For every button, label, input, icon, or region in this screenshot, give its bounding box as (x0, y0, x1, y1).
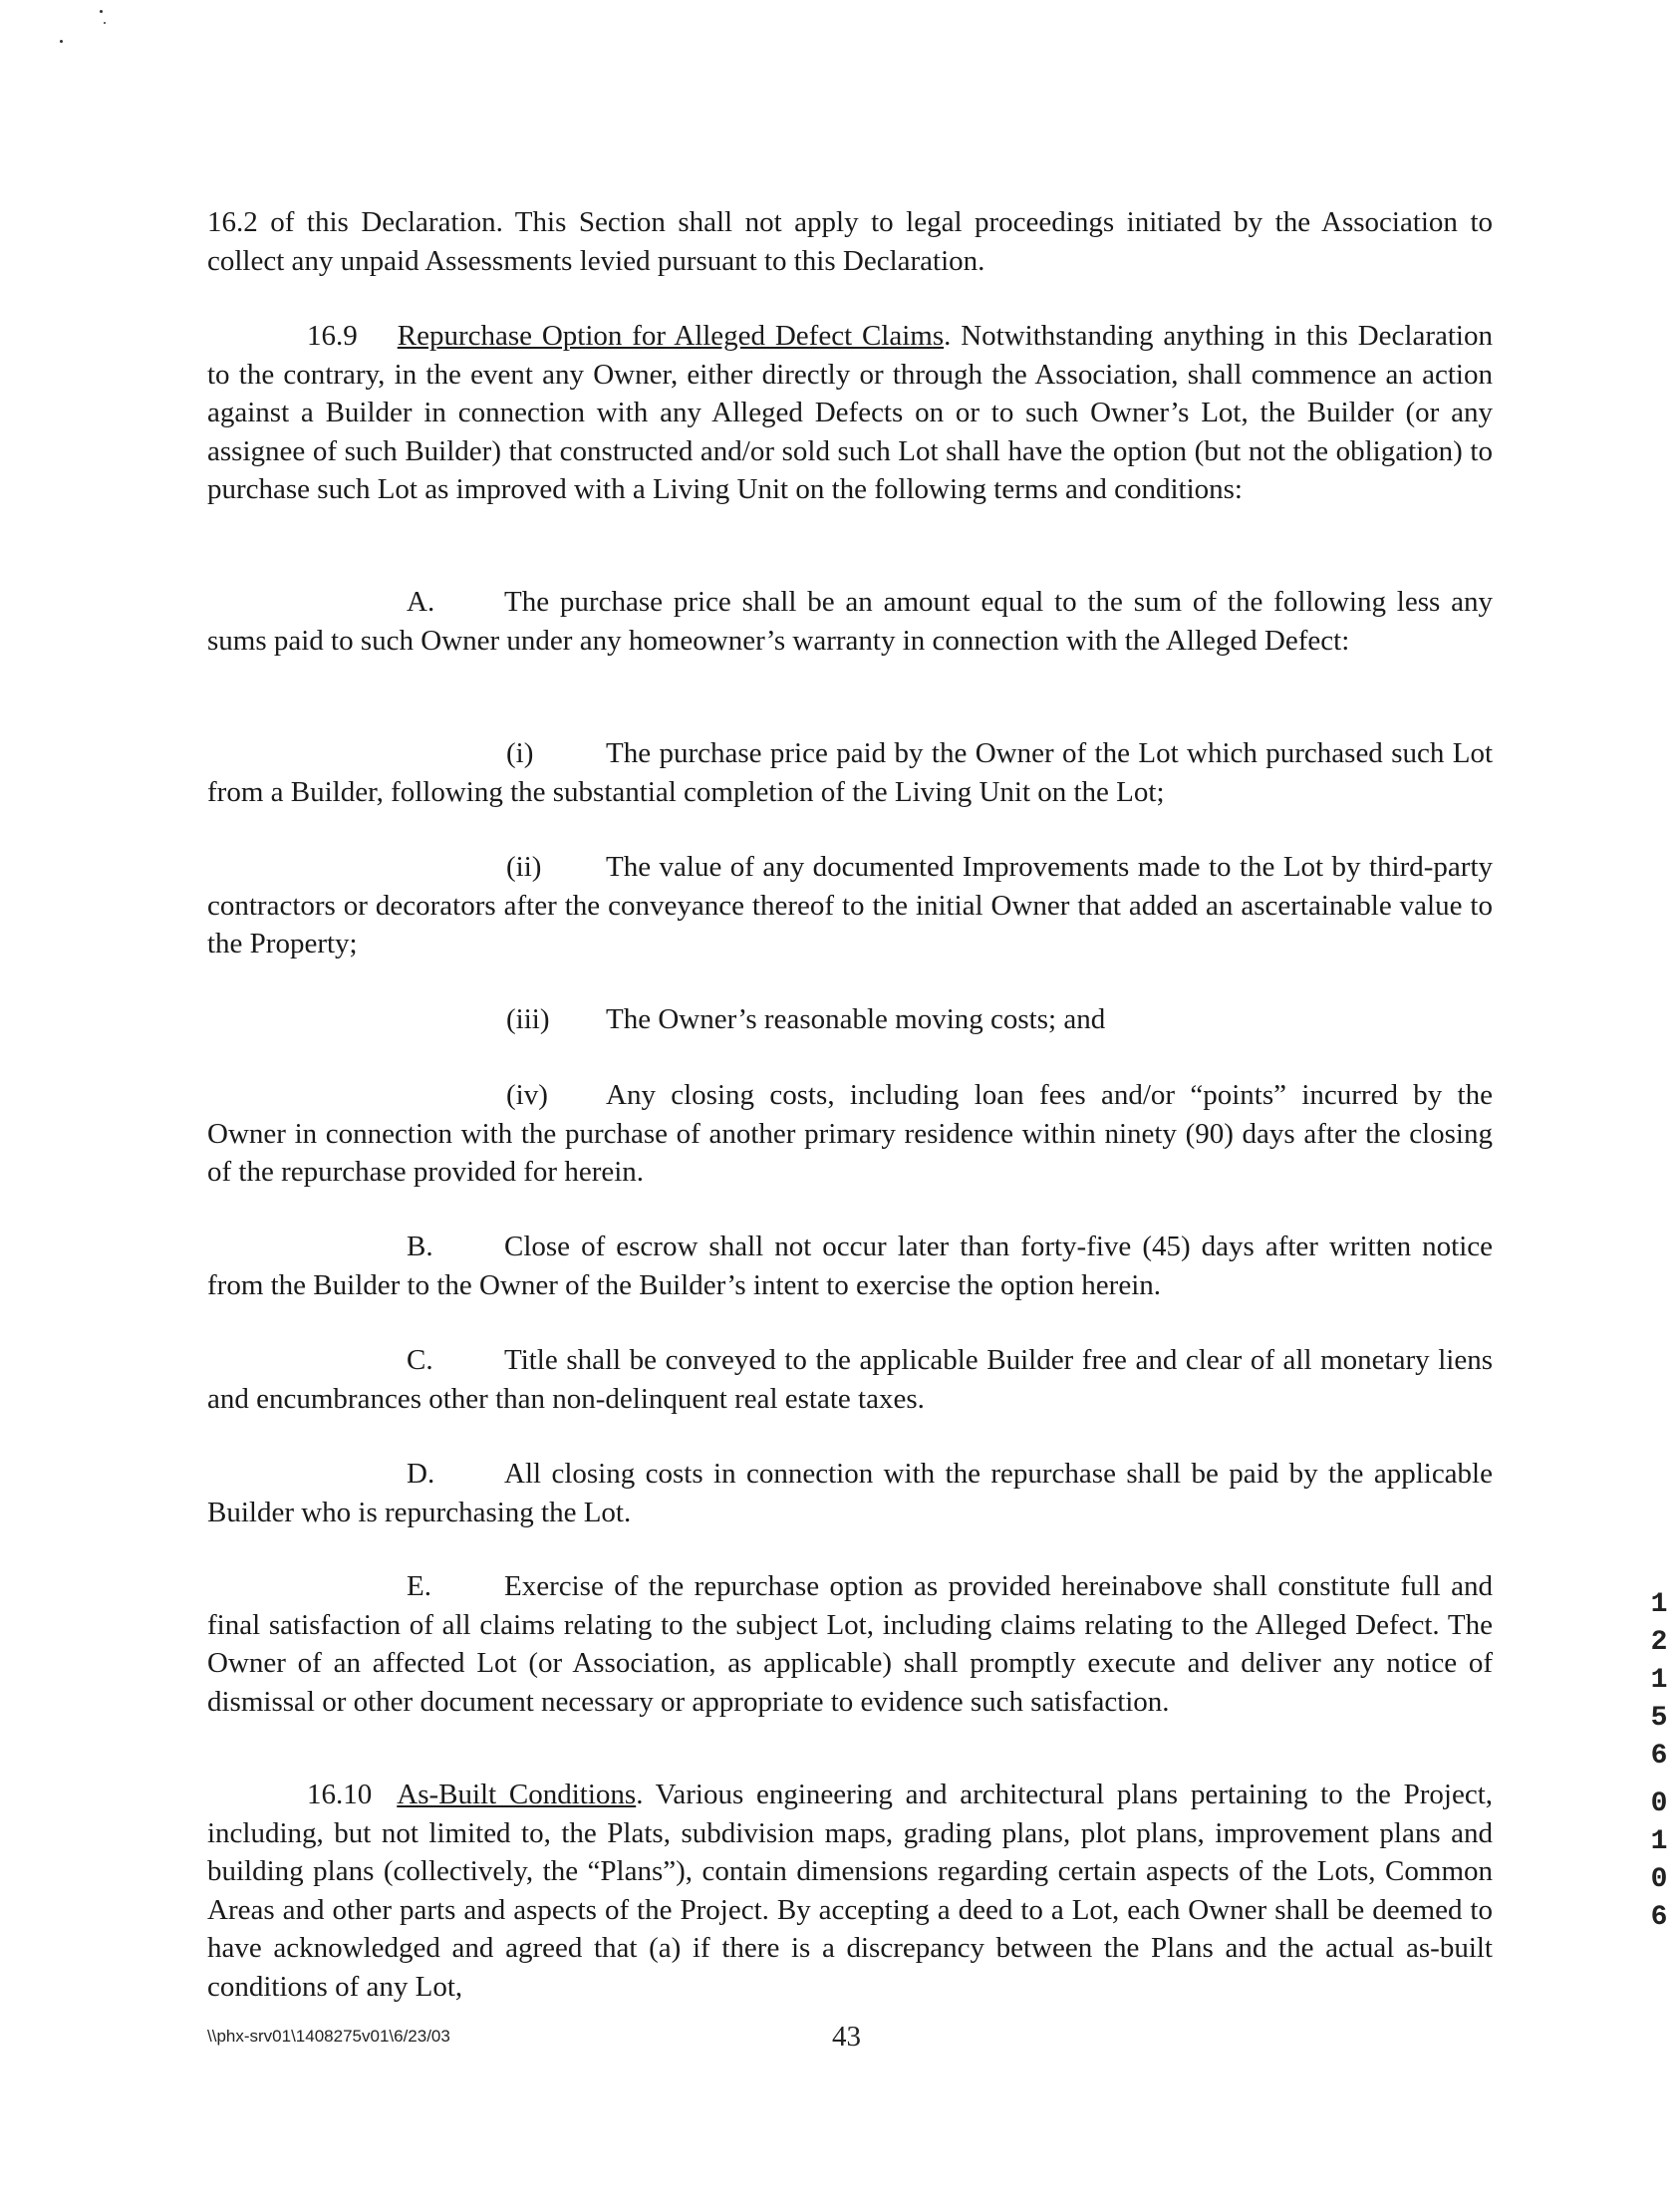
stamp-digit: 1 (1650, 1589, 1668, 1620)
subparagraph-label: C. (407, 1344, 433, 1376)
recording-stamp-lower (1644, 1785, 1674, 1937)
subparagraph-text: Title shall be conveyed to the applicable Builder free and clear of all monetary liens and encumbrances other than non-delinquent real estate taxes. (207, 1344, 1493, 1415)
item-text: The purchase price paid by the Owner of the Lot which purchased such Lot from a Builder, following the substantial completion of the Living Unit on the Lot; (207, 737, 1493, 808)
section-heading: As-Built Conditions (397, 1779, 637, 1810)
item-iv (207, 1076, 1493, 1192)
section-heading: Repurchase Option for Alleged Defect Claims (397, 320, 945, 352)
subparagraph-a (207, 583, 1493, 660)
subparagraph-label: A. (407, 586, 435, 618)
section-body: . Notwithstanding anything in this Declaration to the contrary, in the event any Owner, either directly or through the Association, shall commence an action against a Builder in connection with any Alleged Defects on or to such Owner’s Lot, the Builder (or any assignee of such Builder) that constructed and/or sold such Lot shall have the option (but not the obligation) to purchase such Lot as improved with a Living Unit on the following terms and conditions: (207, 320, 1493, 505)
stamp-digit: 0 (1650, 1788, 1668, 1819)
stamp-digit: 6 (1650, 1902, 1668, 1933)
subparagraph-label: E. (407, 1570, 431, 1602)
item-text: The Owner’s reasonable moving costs; and (606, 1003, 1106, 1035)
item-text: The value of any documented Improvements made to the Lot by third-party contractors or decorators after the conveyance thereof to the initial Owner that added an ascertainable value to the Property; (207, 851, 1493, 960)
paragraph-continuation: 16.2 of this Declaration. This Section shall not apply to legal proceedings initiated by the Association to collect any unpaid Assessments levied pursuant to this Declaration. (207, 206, 1493, 277)
recording-stamp-upper (1644, 1586, 1674, 1776)
subparagraph-c (207, 1341, 1493, 1418)
section-body: . Various engineering and architectural plans pertaining to the Project, including, but not limited to, the Plats, subdivision maps, grading plans, plot plans, improvement plans and building plans (collectively, the “Plans”), contain dimensions regarding certain aspects of the Lots, Common Areas and other parts and aspects of the Project. By accepting a deed to a Lot, each Owner shall be deemed to have acknowledged and agreed that (a) if there is a discrepancy between the Plans and the actual as-built conditions of any Lot, (207, 1779, 1494, 2003)
item-ii (207, 848, 1493, 963)
stamp-digit: 1 (1650, 1665, 1668, 1696)
item-i (207, 734, 1493, 811)
item-text: Any closing costs, including loan fees and/or “points” incurred by the Owner in connection with the purchase of another primary residence within ninety (90) days after the closing of the repurchase provided for herein. (207, 1079, 1493, 1188)
scan-speck (100, 10, 103, 13)
section-number: 16.10 (307, 1779, 373, 1810)
scan-speck (104, 22, 106, 24)
item-label: (ii) (506, 851, 542, 883)
item-label: (iii) (506, 1003, 550, 1035)
subparagraph-d (207, 1455, 1493, 1531)
subparagraph-text: The purchase price shall be an amount equal to the sum of the following less any sums paid to such Owner under any homeowner’s warranty in connection with the Alleged Defect: (207, 586, 1493, 657)
scan-speck (60, 40, 63, 43)
stamp-digit: 1 (1650, 1826, 1668, 1857)
stamp-digit: 2 (1650, 1627, 1668, 1658)
section-number: 16.9 (307, 320, 358, 352)
stamp-digit: 0 (1650, 1864, 1668, 1895)
page-number: 43 (832, 2021, 861, 2053)
item-label: (i) (506, 737, 534, 769)
item-label: (iv) (506, 1079, 548, 1111)
subparagraph-b (207, 1228, 1493, 1304)
stamp-digit: 6 (1650, 1741, 1668, 1772)
section-16-10 (207, 1776, 1493, 2006)
subparagraph-e (207, 1567, 1493, 1721)
subparagraph-label: D. (407, 1458, 435, 1490)
subparagraph-text: Exercise of the repurchase option as provided hereinabove shall constitute full and final satisfaction of all claims relating to the subject Lot, including claims relating to the Alleged Defect. The Owner of an affected Lot (or Association, as applicable) shall promptly execute and deliver any notice of dismissal or other document necessary or appropriate to evidence such satisfaction. (207, 1570, 1493, 1718)
footer-file-path: \\phx-srv01\1408275v01\6/23/03 (207, 2027, 450, 2046)
item-iii (207, 1000, 1493, 1039)
stamp-digit: 5 (1650, 1703, 1668, 1734)
subparagraph-text: All closing costs in connection with the repurchase shall be paid by the applicable Builder who is repurchasing the Lot. (207, 1458, 1493, 1528)
subparagraph-text: Close of escrow shall not occur later than forty-five (45) days after written notice from the Builder to the Owner of the Builder’s intent to exercise the option herein. (207, 1231, 1493, 1301)
subparagraph-label: B. (407, 1231, 433, 1262)
section-16-9 (207, 317, 1493, 509)
